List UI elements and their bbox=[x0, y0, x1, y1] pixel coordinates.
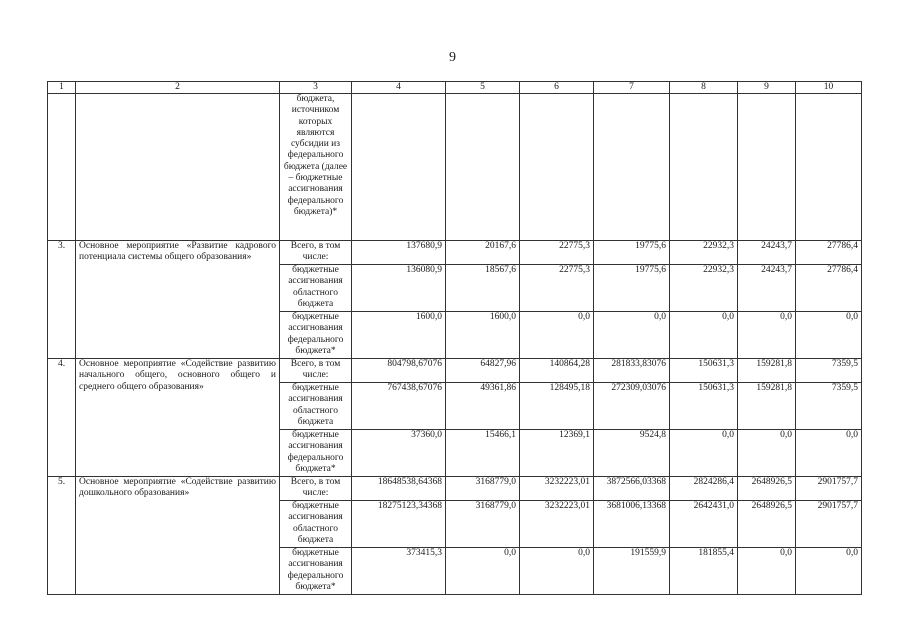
cell-empty bbox=[520, 94, 594, 241]
value-cell: 19775,6 bbox=[594, 265, 670, 312]
funding-source-cell: бюджетные ассигнования областного бюджета bbox=[280, 265, 352, 312]
value-cell: 7359,5 bbox=[796, 383, 862, 430]
value-cell: 0,0 bbox=[796, 548, 862, 595]
value-cell: 3681006,13368 bbox=[594, 501, 670, 548]
column-number: 3 bbox=[280, 82, 352, 94]
column-number: 7 bbox=[594, 82, 670, 94]
value-cell: 2901757,7 bbox=[796, 477, 862, 501]
column-number: 6 bbox=[520, 82, 594, 94]
value-cell: 0,0 bbox=[738, 430, 796, 477]
value-cell: 3168779,0 bbox=[446, 501, 520, 548]
value-cell: 18648538,64368 bbox=[352, 477, 446, 501]
value-cell: 22932,3 bbox=[670, 241, 738, 265]
value-cell: 272309,03076 bbox=[594, 383, 670, 430]
value-cell: 27786,4 bbox=[796, 265, 862, 312]
value-cell: 140864,28 bbox=[520, 359, 594, 383]
row-index: 5. bbox=[48, 477, 76, 595]
table-row bbox=[48, 359, 862, 383]
table-row bbox=[48, 241, 862, 265]
funding-source-cell: бюджетные ассигнования федерального бюджета* bbox=[280, 430, 352, 477]
value-cell: 181855,4 bbox=[670, 548, 738, 595]
funding-source-cell: бюджетные ассигнования областного бюджета bbox=[280, 383, 352, 430]
budget-table bbox=[47, 81, 862, 595]
value-cell: 9524,8 bbox=[594, 430, 670, 477]
cell-empty bbox=[796, 94, 862, 241]
value-cell: 0,0 bbox=[738, 312, 796, 359]
value-cell: 0,0 bbox=[594, 312, 670, 359]
cell-empty bbox=[738, 94, 796, 241]
funding-source-cell: бюджетные ассигнования областного бюджета bbox=[280, 501, 352, 548]
value-cell: 191559,9 bbox=[594, 548, 670, 595]
value-cell: 2824286,4 bbox=[670, 477, 738, 501]
page-number: 9 bbox=[449, 50, 456, 65]
value-cell: 1600,0 bbox=[352, 312, 446, 359]
column-number: 4 bbox=[352, 82, 446, 94]
cell-empty bbox=[76, 94, 280, 241]
value-cell: 18567,6 bbox=[446, 265, 520, 312]
table-row bbox=[48, 477, 862, 501]
column-number: 1 bbox=[48, 82, 76, 94]
funding-source-cell: Всего, в том числе: bbox=[280, 241, 352, 265]
funding-source-cell: бюджетные ассигнования федерального бюджета* bbox=[280, 548, 352, 595]
value-cell: 18275123,34368 bbox=[352, 501, 446, 548]
value-cell: 24243,7 bbox=[738, 241, 796, 265]
row-index: 4. bbox=[48, 359, 76, 477]
value-cell: 7359,5 bbox=[796, 359, 862, 383]
value-cell: 0,0 bbox=[520, 312, 594, 359]
value-cell: 136080,9 bbox=[352, 265, 446, 312]
cell-empty bbox=[352, 94, 446, 241]
value-cell: 0,0 bbox=[670, 312, 738, 359]
activity-title: Основное мероприятие «Содействие развитию дошкольного образования» bbox=[76, 477, 280, 595]
cell-empty bbox=[594, 94, 670, 241]
value-cell: 20167,6 bbox=[446, 241, 520, 265]
value-cell: 1600,0 bbox=[446, 312, 520, 359]
value-cell: 22775,3 bbox=[520, 241, 594, 265]
column-number: 2 bbox=[76, 82, 280, 94]
value-cell: 22775,3 bbox=[520, 265, 594, 312]
value-cell: 767438,67076 bbox=[352, 383, 446, 430]
column-number: 10 bbox=[796, 82, 862, 94]
value-cell: 3232223,01 bbox=[520, 501, 594, 548]
value-cell: 159281,8 bbox=[738, 359, 796, 383]
value-cell: 64827,96 bbox=[446, 359, 520, 383]
value-cell: 0,0 bbox=[446, 548, 520, 595]
value-cell: 2901757,7 bbox=[796, 501, 862, 548]
value-cell: 37360,0 bbox=[352, 430, 446, 477]
cell-empty bbox=[48, 94, 76, 241]
funding-source-cell: Всего, в том числе: bbox=[280, 477, 352, 501]
value-cell: 24243,7 bbox=[738, 265, 796, 312]
value-cell: 804798,67076 bbox=[352, 359, 446, 383]
value-cell: 0,0 bbox=[796, 430, 862, 477]
value-cell: 281833,83076 bbox=[594, 359, 670, 383]
value-cell: 12369,1 bbox=[520, 430, 594, 477]
column-number-header bbox=[48, 82, 862, 94]
value-cell: 15466,1 bbox=[446, 430, 520, 477]
value-cell: 137680,9 bbox=[352, 241, 446, 265]
value-cell: 2642431,0 bbox=[670, 501, 738, 548]
value-cell: 2648926,5 bbox=[738, 501, 796, 548]
funding-source-cell: бюджетные ассигнования федерального бюджета* bbox=[280, 312, 352, 359]
value-cell: 22932,3 bbox=[670, 265, 738, 312]
value-cell: 0,0 bbox=[738, 548, 796, 595]
column-number: 9 bbox=[738, 82, 796, 94]
value-cell: 0,0 bbox=[796, 312, 862, 359]
cell-empty bbox=[670, 94, 738, 241]
row-index: 3. bbox=[48, 241, 76, 359]
value-cell: 0,0 bbox=[670, 430, 738, 477]
value-cell: 19775,6 bbox=[594, 241, 670, 265]
funding-source-cell: бюджета, источником которых являются субсидии из федерального бюджета (далее – бюджетные ассигнования федерального бюджета)* bbox=[280, 94, 352, 241]
value-cell: 3168779,0 bbox=[446, 477, 520, 501]
value-cell: 128495,18 bbox=[520, 383, 594, 430]
value-cell: 3872566,03368 bbox=[594, 477, 670, 501]
value-cell: 0,0 bbox=[520, 548, 594, 595]
table-row bbox=[48, 94, 862, 241]
value-cell: 150631,3 bbox=[670, 359, 738, 383]
activity-title: Основное мероприятие «Развитие кадрового потенциала системы общего образования» bbox=[76, 241, 280, 359]
cell-empty bbox=[446, 94, 520, 241]
value-cell: 373415,3 bbox=[352, 548, 446, 595]
value-cell: 2648926,5 bbox=[738, 477, 796, 501]
funding-source-cell: Всего, в том числе: bbox=[280, 359, 352, 383]
value-cell: 49361,86 bbox=[446, 383, 520, 430]
value-cell: 3232223,01 bbox=[520, 477, 594, 501]
column-number: 5 bbox=[446, 82, 520, 94]
activity-title: Основное мероприятие «Содействие развитию начального общего, основного общего и среднего общего образования» bbox=[76, 359, 280, 477]
column-number: 8 bbox=[670, 82, 738, 94]
value-cell: 150631,3 bbox=[670, 383, 738, 430]
value-cell: 27786,4 bbox=[796, 241, 862, 265]
value-cell: 159281,8 bbox=[738, 383, 796, 430]
